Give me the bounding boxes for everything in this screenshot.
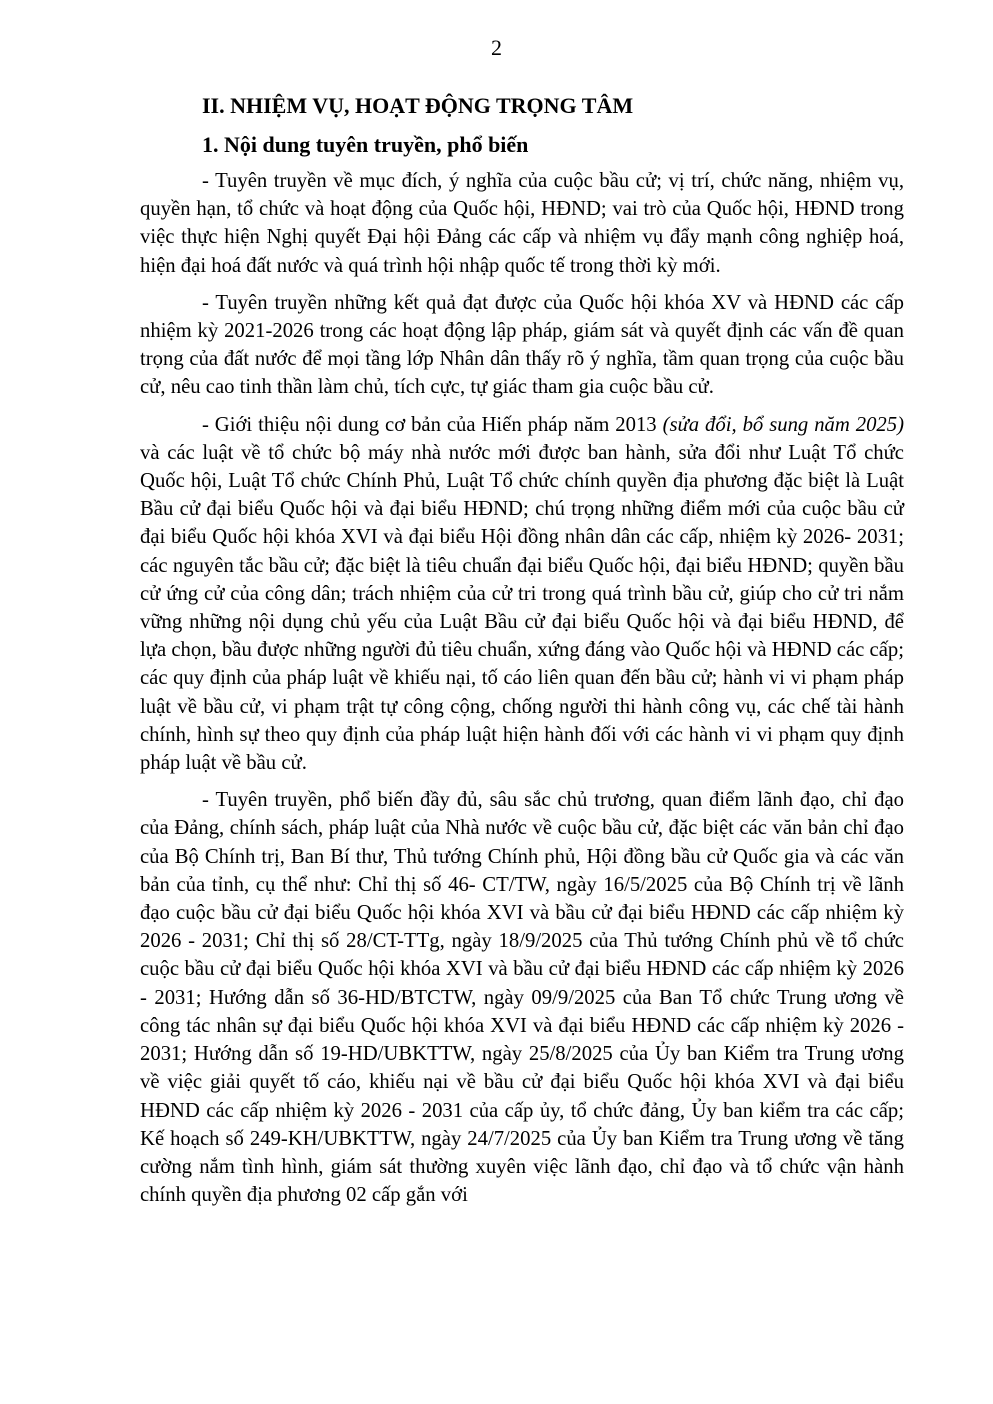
- paragraph-constitution: [140, 411, 904, 778]
- paragraph-purpose: - Tuyên truyền về mục đích, ý nghĩa của cuộc bầu cử; vị trí, chức năng, nhiệm vụ, quyền hạn, tổ chức và hoạt động của Quốc hội, HĐND; vai trò của Quốc hội, HĐND trong việc thực hiện Nghị quyết Đại hội Đảng các cấp và nhiệm vụ đẩy mạnh công nghiệp hoá, hiện đại hoá đất nước và quá trình hội nhập quốc tế trong thời kỳ mới.: [140, 170, 904, 277]
- paragraph-directives: - Tuyên truyền, phổ biến đầy đủ, sâu sắc chủ trương, quan điểm lãnh đạo, chỉ đạo của Đảng, chính sách, pháp luật của Nhà nước về cuộc bầu cử, đặc biệt các văn bản chỉ đạo của Bộ Chính trị, Ban Bí thư, Thủ tướng Chính phủ, Hội đồng bầu cử Quốc gia và các văn bản của tỉnh, cụ thể như: Chỉ thị số 46- CT/TW, ngày 16/5/2025 của Bộ Chính trị về lãnh đạo cuộc bầu cử đại biểu Quốc hội khóa XVI và bầu cử đại biểu HĐND các cấp nhiệm kỳ 2026 - 2031; Chỉ thị số 28/CT-TTg, ngày 18/9/2025 của Thủ tướng Chính phủ về tổ chức cuộc bầu cử đại biểu Quốc hội khóa XVI và bầu cử đại biểu HĐND các cấp nhiệm kỳ 2026 - 2031; Hướng dẫn số 36-HD/BTCTW, ngày 09/9/2025 của Ban Tổ chức Trung ương về công tác nhân sự đại biểu Quốc hội khóa XVI và đại biểu HĐND các cấp nhiệm kỳ 2026 - 2031; Hướng dẫn số 19-HD/UBKTTW, ngày 25/8/2025 của Ủy ban Kiểm tra Trung ương về việc giải quyết tố cáo, khiếu nại về bầu cử đại biểu Quốc hội khóa XVI và đại biểu HĐND các cấp nhiệm kỳ 2026 - 2031 của cấp ủy, tổ chức đảng, Ủy ban kiểm tra các cấp; Kế hoạch số 249-KH/UBKTTW, ngày 24/7/2025 của Ủy ban Kiểm tra Trung ương về tăng cường nắm tình hình, giám sát thường xuyên việc lãnh đạo, chỉ đạo và tổ chức vận hành chính quyền địa phương 02 cấp gắn với: [140, 789, 904, 1207]
- subsection-title: 1. Nội dung tuyên truyền, phổ biến: [202, 132, 529, 157]
- paragraph-constitution-start: - Giới thiệu nội dung cơ bản của Hiến pháp năm 2013: [202, 413, 663, 436]
- paragraph-results: - Tuyên truyền những kết quả đạt được của Quốc hội khóa XV và HĐND các cấp nhiệm kỳ 2021-2026 trong các hoạt động lập pháp, giám sát và quyết định các vấn đề quan trọng của đất nước để mọi tầng lớp Nhân dân thấy rõ ý nghĩa, tầm quan trọng của cuộc bầu cử, nêu cao tinh thần làm chủ, tích cực, tự giác tham gia cuộc bầu cử.: [140, 291, 904, 399]
- section-title: II. NHIỆM VỤ, HOẠT ĐỘNG TRỌNG TÂM: [202, 93, 634, 118]
- page-number: 2: [491, 35, 502, 60]
- paragraph-constitution-italic: (sửa đổi, bổ sung năm 2025): [662, 413, 904, 436]
- paragraph-constitution-rest: và các luật về tổ chức bộ máy nhà nước mới được ban hành, sửa đổi như Luật Tổ chức Quốc hội, Luật Tổ chức Chính Phủ, Luật Tổ chức chính quyền địa phương đặc biệt là Luật Bầu cử đại biểu Quốc hội và đại biểu HĐND; chú trọng những điểm mới của cuộc bầu cử đại biểu Quốc hội khóa XVI và đại biểu Hội đồng nhân dân các cấp, nhiệm kỳ 2026- 2031; các nguyên tắc bầu cử; đặc biệt là tiêu chuẩn đại biểu Quốc hội, đại biểu HĐND; quyền bầu cử ứng cử của công dân; trách nhiệm của cử tri trong quá trình bầu cử, giúp cho cử tri nắm vững những nội dụng chủ yếu của Luật Bầu cử đại biểu Quốc hội và đại biểu HĐND, để lựa chọn, bầu được những người đủ tiêu chuẩn, xứng đáng vào Quốc hội và HĐND các cấp; các quy định của pháp luật về khiếu nại, tố cáo liên quan đến bầu cử; hành vi vi phạm pháp luật về bầu cử, vi phạm trật tự công cộng, chống người thi hành công vụ, các chế tài hành chính, hình sự theo quy định của pháp luật hiện hành đối với các hành vi vi phạm quy định pháp luật về bầu cử.: [140, 441, 904, 775]
- document-body: [140, 91, 904, 1218]
